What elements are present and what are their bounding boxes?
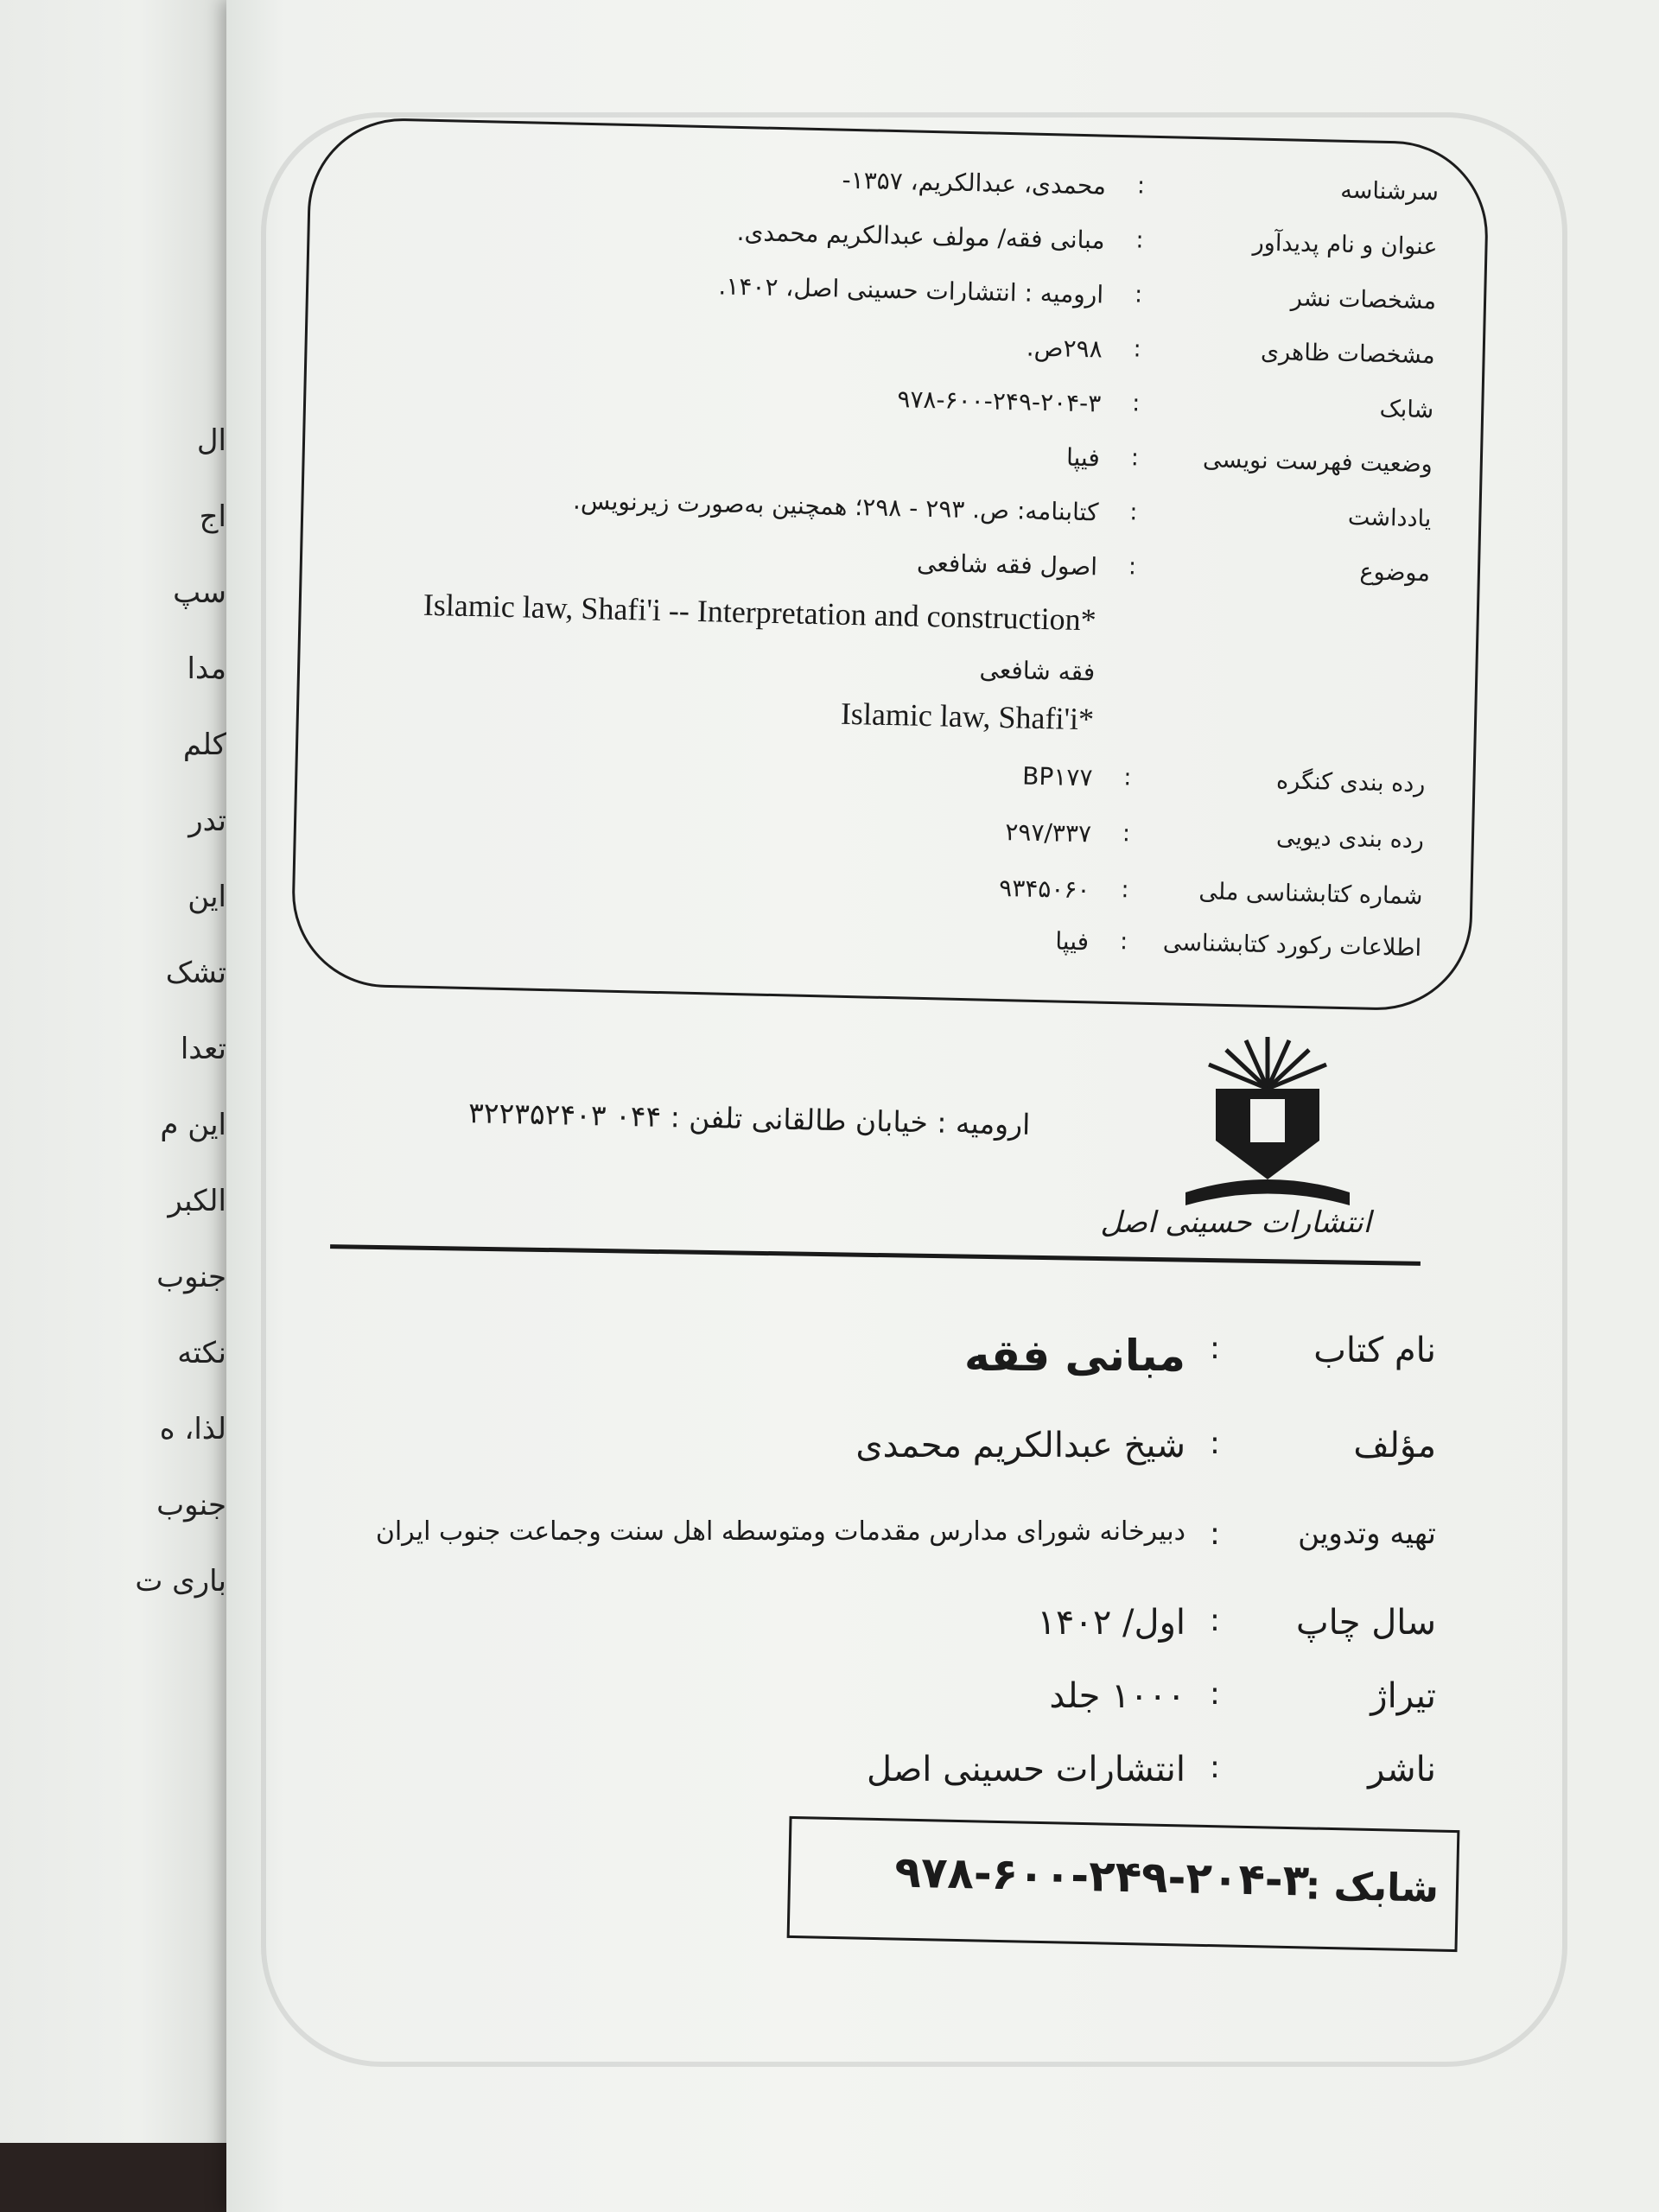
left-page-fragment: اج xyxy=(199,499,226,534)
cip-value: ۲۹۸ص. xyxy=(1026,333,1103,364)
cip-catalog-box xyxy=(290,117,1490,1013)
left-page-fragment: این م xyxy=(160,1108,226,1142)
print-year-value: اول/ ۱۴۰۲ xyxy=(1037,1603,1185,1643)
cip-row: رده بندی کنگره : BP۱۷۷ xyxy=(1021,761,1426,798)
cip-label: مشخصات ظاهری xyxy=(1260,338,1435,370)
left-page-fragment: مدا xyxy=(187,652,226,686)
cip-label: سرشناسه xyxy=(1339,176,1440,207)
cip-value: محمدی، عبدالکریم، ۱۳۵۷- xyxy=(842,165,1107,200)
left-page-fragment: جنوب xyxy=(156,1260,226,1294)
cip-value: ۹۷۸-۶۰۰-۲۴۹-۲۰۴-۳ xyxy=(897,385,1102,418)
cip-label: رده بندی دیویی xyxy=(1275,823,1425,855)
book-title-value: مبانی فقه xyxy=(964,1331,1185,1381)
print-run-row: تیراژ : ۱۰۰۰ جلد xyxy=(1049,1676,1436,1716)
cip-value-latin: Islamic law, Shafi'i -- Interpretation and construction* xyxy=(423,587,1097,638)
cip-value: فیپا xyxy=(1065,442,1101,473)
cip-value: مبانی فقه/ مولف عبدالکریم محمدی. xyxy=(736,217,1105,255)
print-year-label: سال چاپ xyxy=(1295,1603,1436,1643)
cip-label: رده بندی کنگره xyxy=(1275,767,1426,798)
book-title-row: نام کتاب : مبانی فقه xyxy=(964,1331,1436,1381)
print-run-value: ۱۰۰۰ جلد xyxy=(1049,1676,1185,1716)
cip-row: عنوان و نام پدیدآور : مبانی فقه/ مولف عبدالکریم محمدی. xyxy=(736,217,1438,261)
cip-row: مشخصات ظاهری : ۲۹۸ص. xyxy=(1026,333,1435,370)
prepared-label: تهیه وتدوین xyxy=(1298,1516,1436,1551)
publisher-logo xyxy=(1100,1028,1371,1262)
left-page-fragment: باری ت xyxy=(135,1564,226,1599)
cip-row: موضوع : اصول فقه شافعی xyxy=(916,548,1431,588)
cip-row: سرشناسه : محمدی، عبدالکریم، ۱۳۵۷- xyxy=(842,165,1440,207)
left-page-fragment: لذا، ه xyxy=(159,1412,226,1446)
publisher-address: ارومیه : خیابان طالقانی تلفن : ۰۴۴ ۳۲۲۳۵۲۴۰۳ xyxy=(467,1096,1031,1141)
cip-value: فقه شافعی xyxy=(979,655,1096,687)
cip-label: موضوع xyxy=(1359,558,1431,588)
author-row: مؤلف : شیخ عبدالکریم محمدی xyxy=(855,1426,1436,1465)
publisher-logo-text: انتشارات حسینی اصل xyxy=(1100,1205,1371,1240)
prepared-row: تهیه وتدوین : دبیرخانه شورای مدارس مقدمات ومتوسطه اهل سنت وجماعت جنوب ایران xyxy=(375,1516,1436,1552)
prepared-value: دبیرخانه شورای مدارس مقدمات ومتوسطه اهل سنت وجماعت جنوب ایران xyxy=(375,1516,1185,1547)
book-title-label: نام کتاب xyxy=(1313,1331,1436,1370)
cip-label: شماره کتابشناسی ملی xyxy=(1198,878,1423,911)
publisher-label: ناشر xyxy=(1368,1750,1436,1789)
cip-value: ارومیه : انتشارات حسینی اصل، ۱۴۰۲. xyxy=(718,271,1104,309)
cip-row: شماره کتابشناسی ملی : ۹۳۴۵۰۶۰ xyxy=(998,873,1423,911)
left-page-fragment: این xyxy=(188,880,226,914)
cip-value: ۲۹۷/۳۳۷ xyxy=(1004,817,1092,849)
print-year-row: سال چاپ : اول/ ۱۴۰۲ xyxy=(1037,1603,1436,1643)
left-page-fragment: کلم xyxy=(182,728,226,762)
left-page-fragment: تدر xyxy=(188,804,226,838)
cip-label: مشخصات نشر xyxy=(1290,284,1437,315)
cip-row: اطلاعات رکورد کتابشناسی : فیپا xyxy=(1054,926,1422,963)
cip-value: فیپا xyxy=(1054,926,1090,957)
left-page-fragment: نکته xyxy=(177,1336,226,1370)
cip-value: کتابنامه: ص. ۲۹۳ - ۲۹۸؛ همچنین به‌صورت زیرنویس. xyxy=(572,486,1099,527)
cip-row: رده بندی دیویی : ۲۹۷/۳۳۷ xyxy=(1004,817,1425,855)
cip-value-latin: Islamic law, Shafi'i* xyxy=(840,696,1095,737)
publisher-value: انتشارات حسینی اصل xyxy=(867,1750,1185,1789)
cip-row: یادداشت : کتابنامه: ص. ۲۹۳ - ۲۹۸؛ همچنین به‌صورت زیرنویس. xyxy=(572,486,1432,533)
print-run-label: تیراژ xyxy=(1370,1676,1436,1716)
left-page-fragment: سپ xyxy=(173,575,226,610)
cip-label: شابک xyxy=(1379,395,1434,424)
publisher-row: ناشر : انتشارات حسینی اصل xyxy=(867,1750,1436,1789)
cip-label: وضعیت فهرست نویسی xyxy=(1202,446,1433,479)
isbn-label: شابک : xyxy=(1305,1864,1440,1911)
cip-value: BP۱۷۷ xyxy=(1021,761,1093,792)
left-facing-page xyxy=(0,0,233,2143)
cip-label: اطلاعات رکورد کتابشناسی xyxy=(1162,929,1422,963)
cip-value: اصول فقه شافعی xyxy=(916,548,1098,582)
left-page-fragment: تشک xyxy=(165,956,226,990)
cip-row: وضعیت فهرست نویسی : فیپا xyxy=(1065,442,1433,479)
cip-row: مشخصات نشر : ارومیه : انتشارات حسینی اصل، ۱۴۰۲. xyxy=(718,271,1437,315)
left-page-fragment: ال xyxy=(196,423,226,458)
author-label: مؤلف xyxy=(1353,1426,1436,1465)
isbn-value: ۹۷۸-۶۰۰-۲۴۹-۲۰۴-۳ xyxy=(893,1847,1310,1906)
cip-row: شابک : ۹۷۸-۶۰۰-۲۴۹-۲۰۴-۳ xyxy=(897,385,1434,424)
left-page-fragment: جنوب xyxy=(156,1488,226,1522)
cip-value: ۹۳۴۵۰۶۰ xyxy=(998,873,1090,905)
cip-label: عنوان و نام پدیدآور xyxy=(1252,229,1438,261)
cip-label: یادداشت xyxy=(1347,504,1432,533)
left-page-fragment: تعدا xyxy=(180,1032,226,1066)
author-value: شیخ عبدالکریم محمدی xyxy=(855,1426,1185,1465)
left-page-fragment: الکبر xyxy=(168,1184,226,1218)
isbn-box xyxy=(787,1816,1460,1952)
copyright-page xyxy=(226,0,1659,2212)
